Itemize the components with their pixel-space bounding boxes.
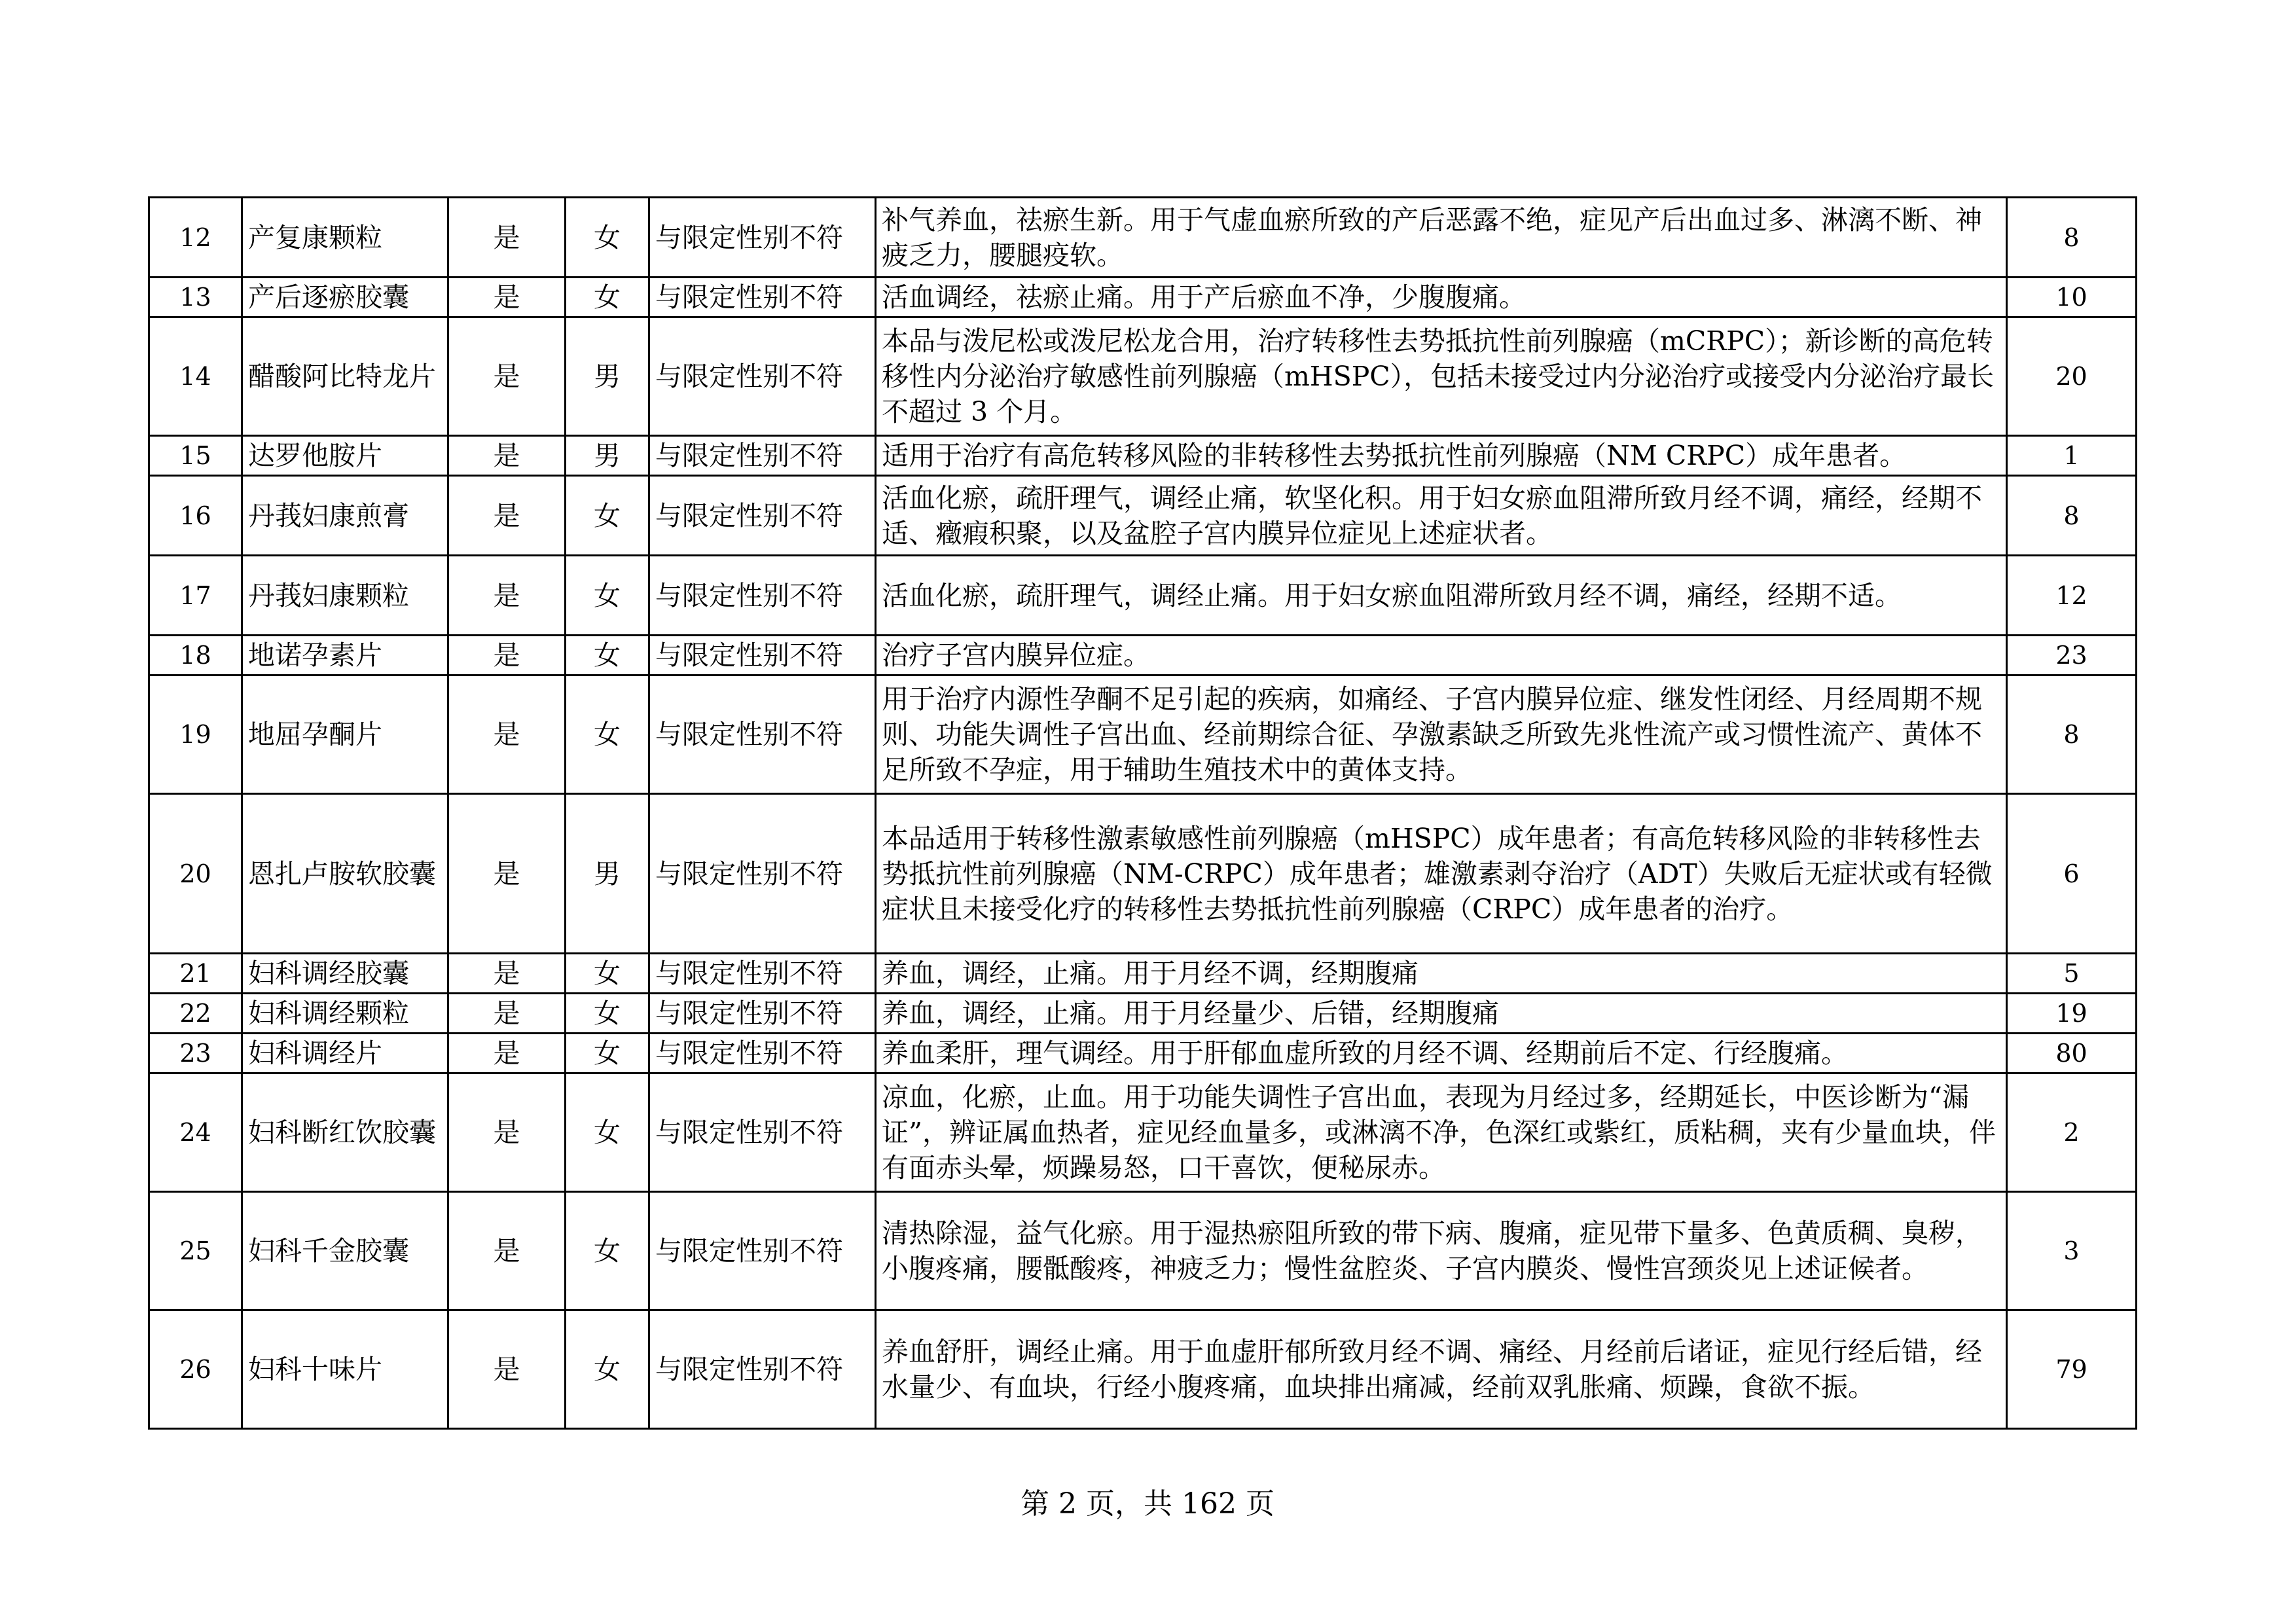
row-number: 21 bbox=[149, 954, 242, 994]
row-number: 24 bbox=[149, 1074, 242, 1192]
rule-description: 与限定性别不符 bbox=[649, 436, 876, 476]
row-number: 13 bbox=[149, 278, 242, 317]
count-value: 19 bbox=[2007, 994, 2137, 1034]
count-value: 8 bbox=[2007, 476, 2137, 556]
indication-text: 养血，调经，止痛。用于月经不调，经期腹痛 bbox=[876, 954, 2007, 994]
row-number: 26 bbox=[149, 1310, 242, 1429]
indication-text: 养血舒肝，调经止痛。用于血虚肝郁所致月经不调、痛经、月经前后诸证，症见行经后错，经水量少、有血块，行经小腹疼痛，血块排出痛减，经前双乳胀痛、烦躁，食欲不振。 bbox=[876, 1310, 2007, 1429]
flag-value: 是 bbox=[448, 198, 566, 278]
table-body bbox=[149, 198, 2137, 1429]
drug-name: 妇科调经颗粒 bbox=[242, 994, 448, 1034]
indication-text: 清热除湿，益气化瘀。用于湿热瘀阻所致的带下病、腹痛，症见带下量多、色黄质稠、臭秽，小腹疼痛，腰骶酸疼，神疲乏力；慢性盆腔炎、子宫内膜炎、慢性宫颈炎见上述证候者。 bbox=[876, 1192, 2007, 1310]
restricted-gender: 女 bbox=[566, 278, 649, 317]
rule-description: 与限定性别不符 bbox=[649, 994, 876, 1034]
row-number: 20 bbox=[149, 794, 242, 954]
count-value: 8 bbox=[2007, 676, 2137, 794]
count-value: 10 bbox=[2007, 278, 2137, 317]
restricted-gender: 女 bbox=[566, 676, 649, 794]
drug-gender-restriction-table bbox=[148, 196, 2137, 1430]
restricted-gender: 女 bbox=[566, 636, 649, 676]
drug-name: 地诺孕素片 bbox=[242, 636, 448, 676]
table-row bbox=[149, 317, 2137, 436]
table-row bbox=[149, 198, 2137, 278]
count-value: 6 bbox=[2007, 794, 2137, 954]
rule-description: 与限定性别不符 bbox=[649, 954, 876, 994]
count-value: 12 bbox=[2007, 556, 2137, 636]
restricted-gender: 女 bbox=[566, 1034, 649, 1074]
rule-description: 与限定性别不符 bbox=[649, 1192, 876, 1310]
table-row bbox=[149, 676, 2137, 794]
drug-name: 妇科调经片 bbox=[242, 1034, 448, 1074]
rule-description: 与限定性别不符 bbox=[649, 556, 876, 636]
drug-name: 妇科调经胶囊 bbox=[242, 954, 448, 994]
drug-name: 达罗他胺片 bbox=[242, 436, 448, 476]
flag-value: 是 bbox=[448, 676, 566, 794]
table-row bbox=[149, 994, 2137, 1034]
flag-value: 是 bbox=[448, 1192, 566, 1310]
restricted-gender: 女 bbox=[566, 954, 649, 994]
drug-name: 妇科断红饮胶囊 bbox=[242, 1074, 448, 1192]
restricted-gender: 女 bbox=[566, 1310, 649, 1429]
count-value: 8 bbox=[2007, 198, 2137, 278]
drug-name: 产后逐瘀胶囊 bbox=[242, 278, 448, 317]
flag-value: 是 bbox=[448, 1310, 566, 1429]
indication-text: 养血柔肝，理气调经。用于肝郁血虚所致的月经不调、经期前后不定、行经腹痛。 bbox=[876, 1034, 2007, 1074]
flag-value: 是 bbox=[448, 954, 566, 994]
table-row bbox=[149, 794, 2137, 954]
table-row bbox=[149, 1034, 2137, 1074]
count-value: 5 bbox=[2007, 954, 2137, 994]
drug-name: 恩扎卢胺软胶囊 bbox=[242, 794, 448, 954]
flag-value: 是 bbox=[448, 476, 566, 556]
row-number: 17 bbox=[149, 556, 242, 636]
restricted-gender: 女 bbox=[566, 476, 649, 556]
row-number: 16 bbox=[149, 476, 242, 556]
rule-description: 与限定性别不符 bbox=[649, 198, 876, 278]
row-number: 19 bbox=[149, 676, 242, 794]
drug-name: 醋酸阿比特龙片 bbox=[242, 317, 448, 436]
flag-value: 是 bbox=[448, 436, 566, 476]
table-row bbox=[149, 476, 2137, 556]
count-value: 23 bbox=[2007, 636, 2137, 676]
row-number: 14 bbox=[149, 317, 242, 436]
row-number: 23 bbox=[149, 1034, 242, 1074]
restricted-gender: 女 bbox=[566, 556, 649, 636]
rule-description: 与限定性别不符 bbox=[649, 317, 876, 436]
indication-text: 本品与泼尼松或泼尼松龙合用，治疗转移性去势抵抗性前列腺癌（mCRPC）；新诊断的高危转移性内分泌治疗敏感性前列腺癌（mHSPC），包括未接受过内分泌治疗或接受内分泌治疗最长不超过 3 个月。 bbox=[876, 317, 2007, 436]
table-row bbox=[149, 1310, 2137, 1429]
row-number: 25 bbox=[149, 1192, 242, 1310]
restricted-gender: 女 bbox=[566, 1074, 649, 1192]
row-number: 22 bbox=[149, 994, 242, 1034]
rule-description: 与限定性别不符 bbox=[649, 1074, 876, 1192]
flag-value: 是 bbox=[448, 636, 566, 676]
count-value: 79 bbox=[2007, 1310, 2137, 1429]
table-row bbox=[149, 1192, 2137, 1310]
indication-text: 用于治疗内源性孕酮不足引起的疾病，如痛经、子宫内膜异位症、继发性闭经、月经周期不规则、功能失调性子宫出血、经前期综合征、孕激素缺乏所致先兆性流产或习惯性流产、黄体不足所致不孕症，用于辅助生殖技术中的黄体支持。 bbox=[876, 676, 2007, 794]
table-row bbox=[149, 556, 2137, 636]
table-row bbox=[149, 954, 2137, 994]
page-footer: 第 2 页，共 162 页 bbox=[1021, 1487, 1274, 1521]
drug-name: 丹莪妇康颗粒 bbox=[242, 556, 448, 636]
drug-name: 丹莪妇康煎膏 bbox=[242, 476, 448, 556]
rule-description: 与限定性别不符 bbox=[649, 636, 876, 676]
rule-description: 与限定性别不符 bbox=[649, 794, 876, 954]
indication-text: 活血化瘀，疏肝理气，调经止痛。用于妇女瘀血阻滞所致月经不调，痛经，经期不适。 bbox=[876, 556, 2007, 636]
count-value: 1 bbox=[2007, 436, 2137, 476]
flag-value: 是 bbox=[448, 317, 566, 436]
rule-description: 与限定性别不符 bbox=[649, 676, 876, 794]
restricted-gender: 男 bbox=[566, 317, 649, 436]
restricted-gender: 女 bbox=[566, 198, 649, 278]
count-value: 20 bbox=[2007, 317, 2137, 436]
drug-name: 妇科十味片 bbox=[242, 1310, 448, 1429]
indication-text: 活血化瘀，疏肝理气，调经止痛，软坚化积。用于妇女瘀血阻滞所致月经不调，痛经，经期不适、癥瘕积聚，以及盆腔子宫内膜异位症见上述症状者。 bbox=[876, 476, 2007, 556]
table-row bbox=[149, 636, 2137, 676]
indication-text: 凉血，化瘀，止血。用于功能失调性子宫出血，表现为月经过多，经期延长，中医诊断为“漏证”，辨证属血热者，症见经血量多，或淋漓不净，色深红或紫红，质粘稠，夹有少量血块，伴有面赤头晕，烦躁易怒，口干喜饮，便秘尿赤。 bbox=[876, 1074, 2007, 1192]
indication-text: 本品适用于转移性激素敏感性前列腺癌（mHSPC）成年患者；有高危转移风险的非转移性去势抵抗性前列腺癌（NM-CRPC）成年患者；雄激素剥夺治疗（ADT）失败后无症状或有轻微症状且未接受化疗的转移性去势抵抗性前列腺癌（CRPC）成年患者的治疗。 bbox=[876, 794, 2007, 954]
flag-value: 是 bbox=[448, 794, 566, 954]
drug-name: 地屈孕酮片 bbox=[242, 676, 448, 794]
rule-description: 与限定性别不符 bbox=[649, 278, 876, 317]
drug-name: 产复康颗粒 bbox=[242, 198, 448, 278]
flag-value: 是 bbox=[448, 1074, 566, 1192]
restricted-gender: 男 bbox=[566, 794, 649, 954]
flag-value: 是 bbox=[448, 556, 566, 636]
flag-value: 是 bbox=[448, 1034, 566, 1074]
table-row bbox=[149, 1074, 2137, 1192]
count-value: 80 bbox=[2007, 1034, 2137, 1074]
rule-description: 与限定性别不符 bbox=[649, 1310, 876, 1429]
table-row bbox=[149, 278, 2137, 317]
indication-text: 养血，调经，止痛。用于月经量少、后错，经期腹痛 bbox=[876, 994, 2007, 1034]
rule-description: 与限定性别不符 bbox=[649, 1034, 876, 1074]
indication-text: 补气养血，祛瘀生新。用于气虚血瘀所致的产后恶露不绝，症见产后出血过多、淋漓不断、神疲乏力，腰腿疫软。 bbox=[876, 198, 2007, 278]
indication-text: 治疗子宫内膜异位症。 bbox=[876, 636, 2007, 676]
row-number: 18 bbox=[149, 636, 242, 676]
table-row bbox=[149, 436, 2137, 476]
row-number: 12 bbox=[149, 198, 242, 278]
restricted-gender: 女 bbox=[566, 994, 649, 1034]
count-value: 2 bbox=[2007, 1074, 2137, 1192]
flag-value: 是 bbox=[448, 278, 566, 317]
indication-text: 活血调经，祛瘀止痛。用于产后瘀血不净，少腹腹痛。 bbox=[876, 278, 2007, 317]
drug-name: 妇科千金胶囊 bbox=[242, 1192, 448, 1310]
row-number: 15 bbox=[149, 436, 242, 476]
count-value: 3 bbox=[2007, 1192, 2137, 1310]
indication-text: 适用于治疗有高危转移风险的非转移性去势抵抗性前列腺癌（NM CRPC）成年患者。 bbox=[876, 436, 2007, 476]
flag-value: 是 bbox=[448, 994, 566, 1034]
restricted-gender: 女 bbox=[566, 1192, 649, 1310]
rule-description: 与限定性别不符 bbox=[649, 476, 876, 556]
restricted-gender: 男 bbox=[566, 436, 649, 476]
